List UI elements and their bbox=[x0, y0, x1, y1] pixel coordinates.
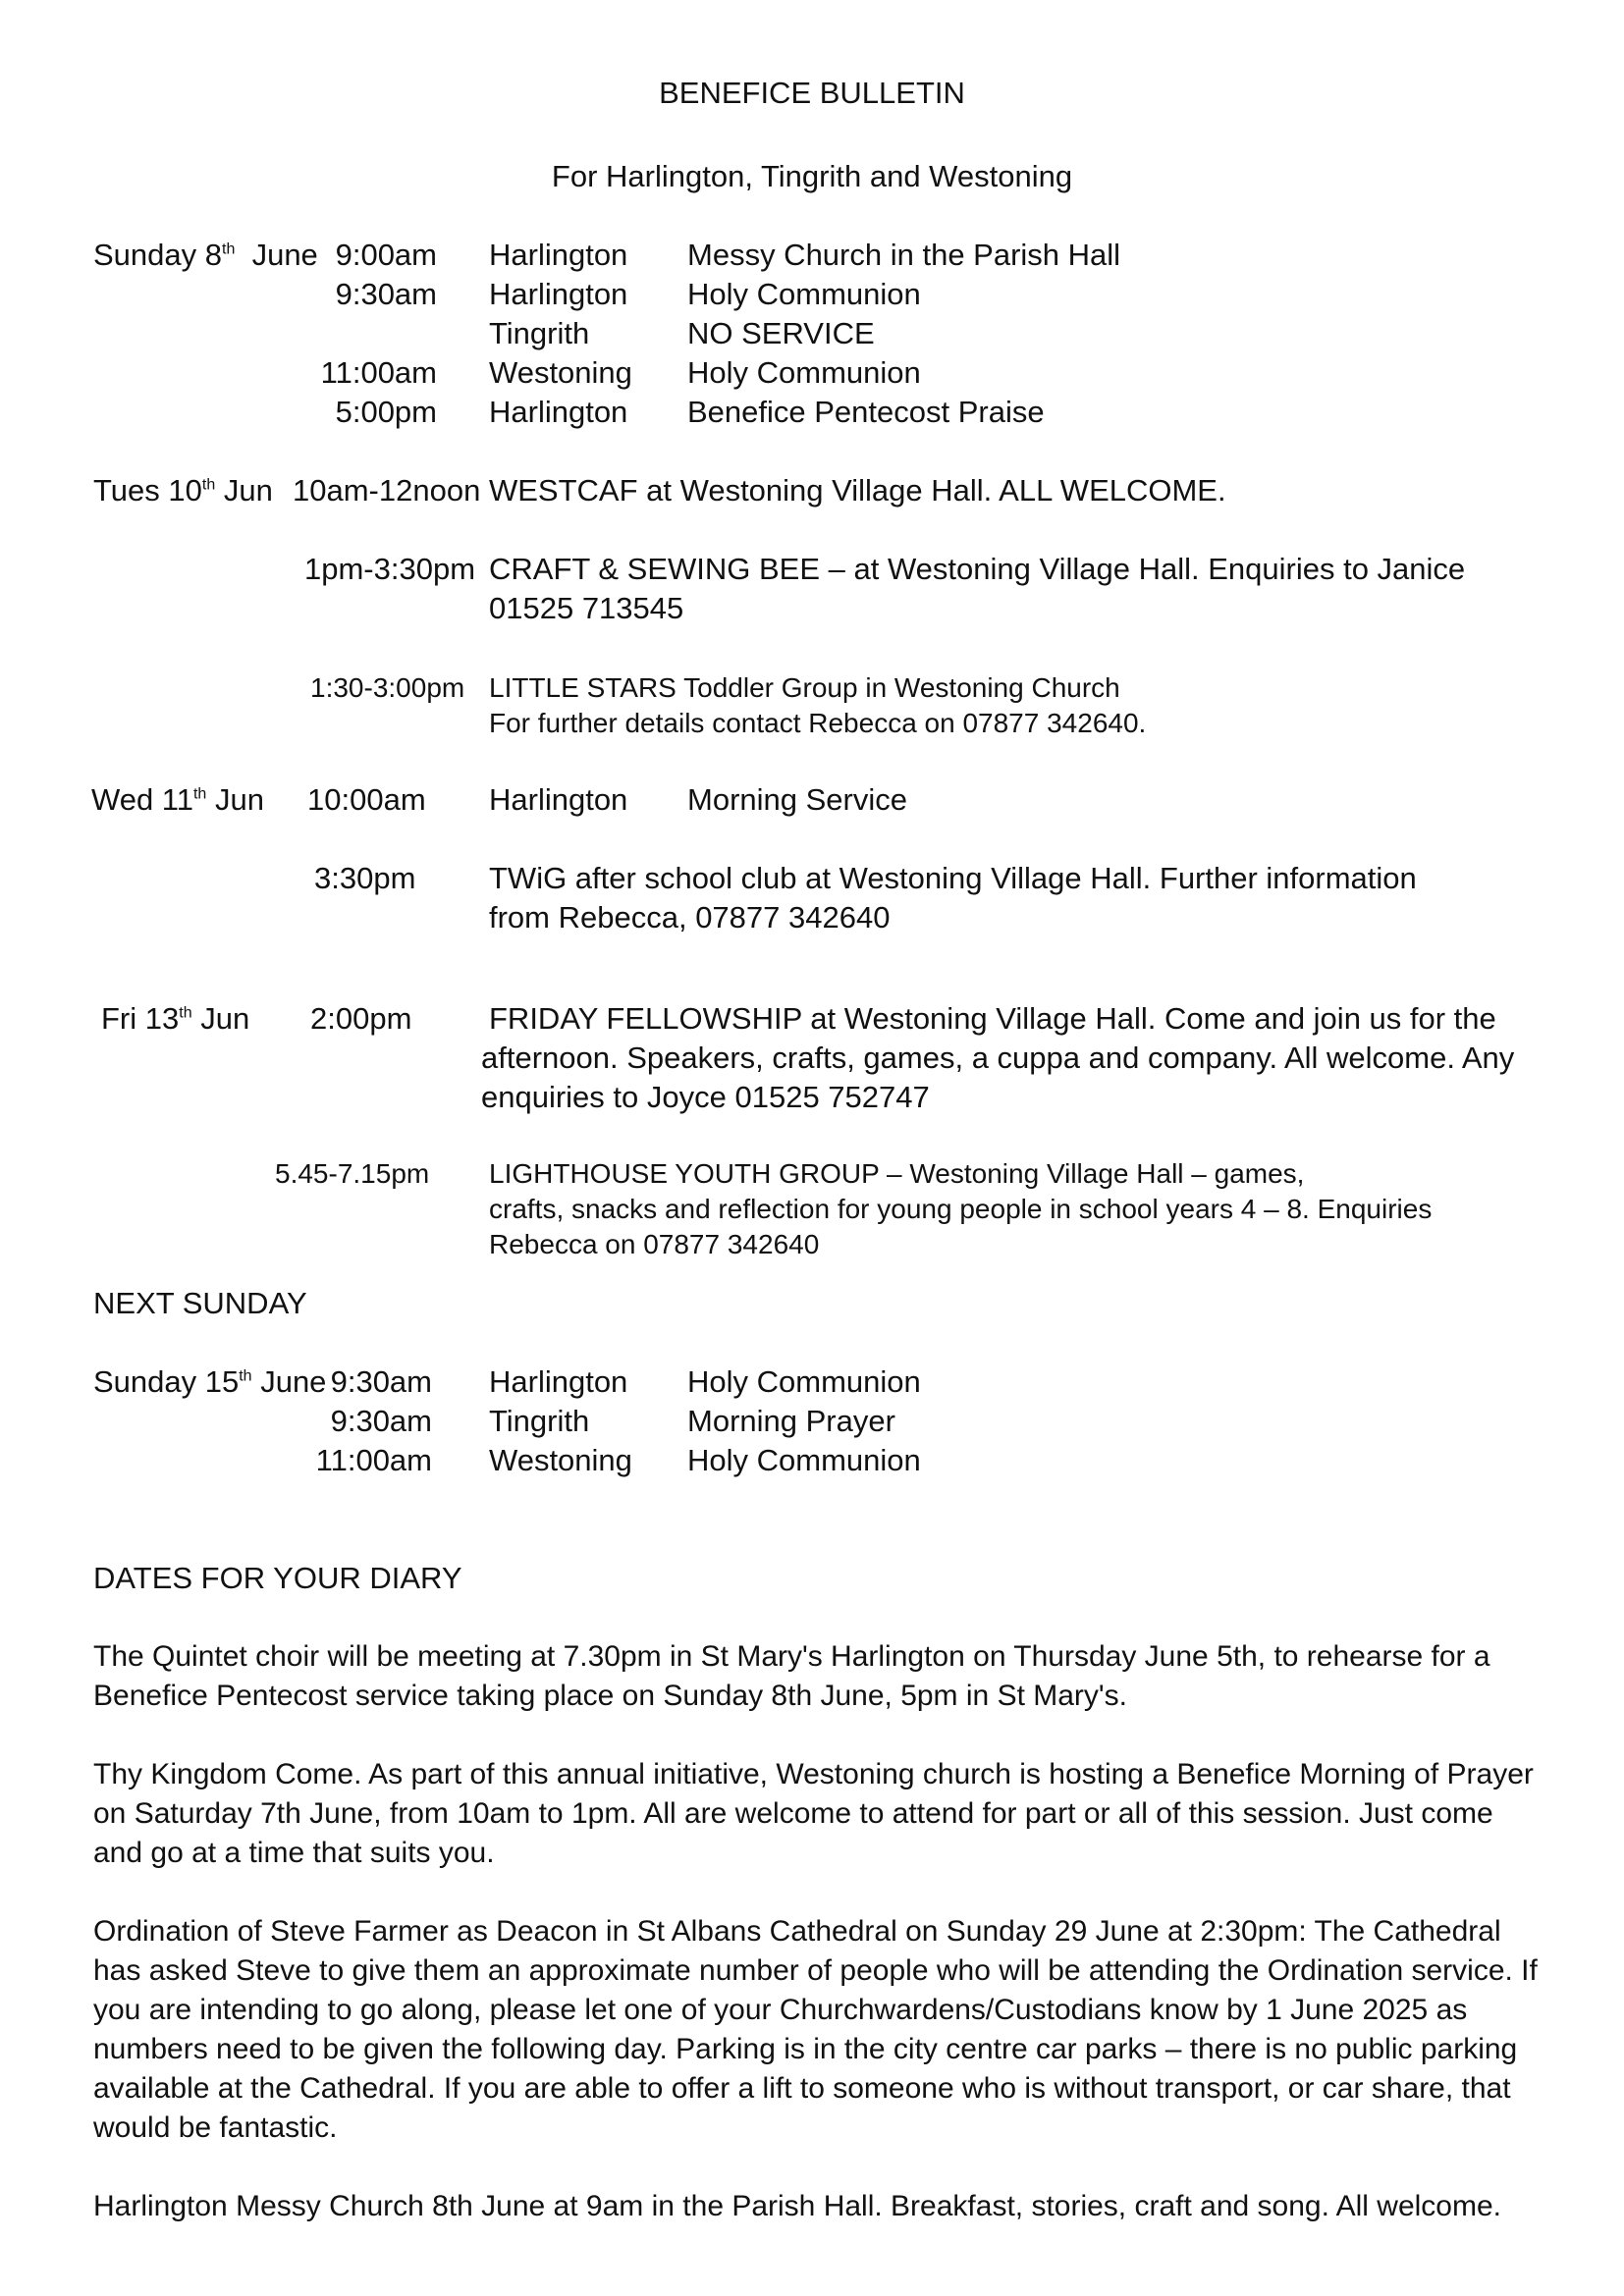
service-event: Morning Service bbox=[687, 782, 907, 817]
event-detail: afternoon. Speakers, crafts, games, a cuppa and company. All welcome. Any bbox=[481, 1041, 1515, 1075]
event-time: 10:00am bbox=[307, 782, 426, 817]
event-twig: TWiG after school club at Westoning Village Hall. Further information bbox=[489, 861, 1417, 895]
event-time: 2:00pm bbox=[310, 1001, 412, 1036]
service-time: 9:00am bbox=[335, 238, 437, 272]
day-label-fri-13: Fri 13th Jun bbox=[101, 1001, 250, 1036]
diary-paragraph: The Quintet choir will be meeting at 7.30pm in St Mary's Harlington on Thursday June 5th, to rehearse for a Benefice Pentecost service taking place on Sunday 8th June, 5pm in St Mary's. bbox=[93, 1640, 1490, 1712]
service-time: 5:00pm bbox=[335, 395, 437, 429]
service-place: Harlington bbox=[489, 395, 628, 429]
event-detail: 01525 713545 bbox=[489, 591, 684, 625]
service-time: 11:00am bbox=[315, 1443, 432, 1477]
event-craft-sewing-bee: CRAFT & SEWING BEE – at Westoning Village Hall. Enquiries to Janice bbox=[489, 552, 1466, 586]
service-event: Benefice Pentecost Praise bbox=[687, 395, 1045, 429]
diary-paragraph: Ordination of Steve Farmer as Deacon in St Albans Cathedral on Sunday 29 June at 2:30pm: The Cathedral has asked Steve to give them an approximate number of people who will be attending the Ordination service. If you are intending to go along, please let one of your Churchwardens/Custodians know by 1 June 2025 as numbers need to be given the following day. Parking is in the city centre car parks – there is no public parking available at the Cathedral. If you are able to offer a lift to someone who is without transport, or car share, that would be fantastic. bbox=[93, 1915, 1538, 2144]
event-time: 1pm-3:30pm bbox=[304, 552, 476, 586]
day-label-sunday-8: Sunday 8th June bbox=[93, 238, 318, 272]
service-time: 11:00am bbox=[320, 355, 437, 390]
event-friday-fellowship: FRIDAY FELLOWSHIP at Westoning Village Hall. Come and join us for the bbox=[489, 1001, 1496, 1036]
service-place: Harlington bbox=[489, 238, 628, 272]
event-time: 3:30pm bbox=[314, 861, 416, 895]
service-event: Holy Communion bbox=[687, 277, 921, 311]
service-event: Messy Church in the Parish Hall bbox=[687, 238, 1121, 272]
service-place: Harlington bbox=[489, 277, 628, 311]
event-lighthouse-youth-group: LIGHTHOUSE YOUTH GROUP – Westoning Village Hall – games, bbox=[489, 1158, 1305, 1189]
event-little-stars: LITTLE STARS Toddler Group in Westoning Church bbox=[489, 672, 1120, 703]
bulletin-title: BENEFICE BULLETIN bbox=[659, 76, 965, 110]
service-time: 9:30am bbox=[330, 1404, 432, 1438]
service-time: 9:30am bbox=[335, 277, 437, 311]
event-detail: from Rebecca, 07877 342640 bbox=[489, 900, 891, 934]
service-event: Holy Communion bbox=[687, 1443, 921, 1477]
service-place: Tingrith bbox=[489, 1404, 590, 1438]
day-label-sunday-15: Sunday 15th June bbox=[93, 1364, 327, 1399]
diary-paragraph: Thy Kingdom Come. As part of this annual initiative, Westoning church is hosting a Benefice Morning of Prayer on Saturday 7th June, from 10am to 1pm. All are welcome to attend for part or all of this session. Just come and go at a time that suits you. bbox=[93, 1758, 1534, 1869]
service-time: 9:30am bbox=[330, 1364, 432, 1399]
service-event: Holy Communion bbox=[687, 355, 921, 390]
next-sunday-heading: NEXT SUNDAY bbox=[93, 1286, 307, 1320]
service-place: Westoning bbox=[489, 1443, 632, 1477]
event-time: 5.45-7.15pm bbox=[275, 1158, 430, 1189]
event-detail: Rebecca on 07877 342640 bbox=[489, 1229, 820, 1259]
service-place: Harlington bbox=[489, 1364, 628, 1399]
service-event: Holy Communion bbox=[687, 1364, 921, 1399]
event-detail: enquiries to Joyce 01525 752747 bbox=[481, 1080, 930, 1114]
day-label-tues-10: Tues 10th Jun bbox=[93, 473, 273, 507]
service-place: Harlington bbox=[489, 782, 628, 817]
event-time: 1:30-3:00pm bbox=[310, 672, 465, 703]
service-event: Morning Prayer bbox=[687, 1404, 895, 1438]
day-label-wed-11: Wed 11th Jun bbox=[91, 782, 264, 817]
diary-heading: DATES FOR YOUR DIARY bbox=[93, 1561, 462, 1595]
event-time: 10am-12noon bbox=[293, 473, 481, 507]
service-event: NO SERVICE bbox=[687, 316, 875, 350]
diary-paragraph: Harlington Messy Church 8th June at 9am in the Parish Hall. Breakfast, stories, craft and song. All welcome. bbox=[93, 2190, 1501, 2222]
service-place: Westoning bbox=[489, 355, 632, 390]
event-detail: For further details contact Rebecca on 07877 342640. bbox=[489, 708, 1147, 738]
event-westcaf: WESTCAF at Westoning Village Hall. ALL WELCOME. bbox=[489, 473, 1226, 507]
bulletin-subtitle: For Harlington, Tingrith and Westoning bbox=[551, 159, 1073, 193]
event-detail: crafts, snacks and reflection for young people in school years 4 – 8. Enquiries bbox=[489, 1194, 1433, 1224]
service-place: Tingrith bbox=[489, 316, 590, 350]
